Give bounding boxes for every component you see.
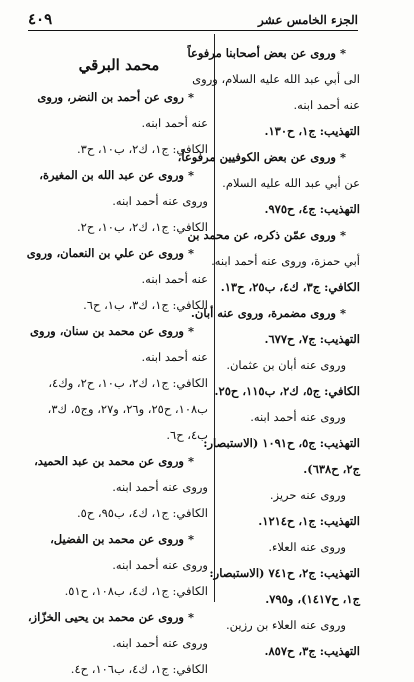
text-line: وروى عنه أحمد ابنه. <box>112 480 208 494</box>
text-line: عنه أحمد ابنه. <box>141 116 208 130</box>
text-line: وروى عنه أحمد ابنه. <box>112 194 208 208</box>
left-column-lines <box>26 84 208 682</box>
text-line: * وروى عمّن ذكره، عن محمد بن <box>187 228 346 242</box>
text-line: التهذيب: ج٧، ح٦٧٧. <box>264 332 360 346</box>
text-line: * وروى عن علي بن النعمان، وروى <box>26 246 194 260</box>
text-line: وروى عنه أحمد ابنه. <box>250 410 346 424</box>
page-number: ٤٠٩ <box>28 10 53 28</box>
text-line: * وروى عن محمد بن الفضيل، <box>50 532 194 546</box>
text-line: الكافي: ج١، ك٢، ب١٠، ح٢. <box>76 220 208 234</box>
text-line: ج٢، ح٦٣٨). <box>303 462 360 476</box>
text-line: التهذيب: ج١، ح١٣٠. <box>264 124 360 138</box>
text-line: التهذيب: ج١، ح١٢١٤. <box>258 514 360 528</box>
running-title: الجزء الخامس عشر <box>258 13 358 27</box>
text-line: ب٤، ح٦. <box>166 428 208 442</box>
text-line: الكافي: ج١، ك٤، ب٩٥، ح٥. <box>76 506 208 520</box>
text-line: وروى عنه أحمد ابنه. <box>112 558 208 572</box>
running-header <box>28 6 358 31</box>
text-line: * وروى عن بعض أصحابنا مرفوعاً <box>187 46 346 60</box>
left-column <box>26 40 208 676</box>
text-line: أبي حمزة، وروى عنه أحمد ابنه. <box>211 254 360 268</box>
text-line: * وروى عن بعض الكوفيين مرفوعاً، <box>177 150 346 164</box>
section-title: محمد البرقي <box>78 56 160 74</box>
text-line: وروى عنه العلاء بن رزين. <box>226 618 346 632</box>
text-line: الكافي: ج١، ك٤، ب١٠٦، ح٤. <box>70 662 208 676</box>
text-line: ب١٠٨، ح٢٥، و٢٦، و٢٧، وج٥، ك٣، <box>47 402 208 416</box>
text-line: الكافي: ج١، ك٢، ب١٠، ح٢، وك٤، <box>48 376 208 390</box>
text-line: الكافي: ج٣، ك٤، ب٢٥، ح١٣. <box>220 280 360 294</box>
text-line: * وروى عن محمد بن يحيى الخزّاز، <box>27 610 194 624</box>
text-line: التهذيب: ج٤، ح٩٧٥. <box>264 202 360 216</box>
text-line: التهذيب: ج٣، ح٨٥٧. <box>264 644 360 658</box>
text-line: وروى عنه العلاء. <box>268 540 346 554</box>
text-line: عن أبي عبد الله عليه السلام. <box>222 176 360 190</box>
text-line: الكافي: ج١، ك٣، ب١، ح٦. <box>83 298 208 312</box>
text-line: التهذيب: ج٢، ح٧٤١ (الاستبصار: <box>209 566 360 580</box>
text-line: * وروى عن عبد الله بن المغيرة، <box>39 168 194 182</box>
text-line: ج١، ح١٤١٧)، و٧٩٥. <box>265 592 360 606</box>
text-line: وروى عنه أحمد ابنه. <box>112 636 208 650</box>
text-line: الكافي: ج١، ك٤، ب١٠٨، ح٥١. <box>64 584 208 598</box>
text-line: * وروى عن محمد بن عبد الحميد، <box>34 454 194 468</box>
text-line: وروى عنه حريز. <box>269 488 346 502</box>
text-line: الكافي: ج١، ك٢، ب١٠، ح٣. <box>76 142 208 156</box>
text-line: وروى عنه أبان بن عثمان. <box>226 358 346 372</box>
text-line: عنه أحمد ابنه. <box>141 350 208 364</box>
text-line: عنه أحمد ابنه. <box>141 272 208 286</box>
text-line: * روى عن أحمد بن النضر، وروى <box>37 90 194 104</box>
text-line: الكافي: ج٥، ك٢، ب١١٥، ح٢٥. <box>214 384 360 398</box>
text-line: * وروى مضمرة، وروى عنه أبان. <box>190 306 346 320</box>
text-line: التهذيب: ج٥، ح١٠٩١ (الاستبصار: <box>203 436 360 450</box>
text-line: * وروى عن محمد بن سنان، وروى <box>30 324 194 338</box>
text-line: الى أبي عبد الله عليه السلام، وروى <box>192 72 360 86</box>
text-line: عنه أحمد ابنه. <box>293 98 360 112</box>
